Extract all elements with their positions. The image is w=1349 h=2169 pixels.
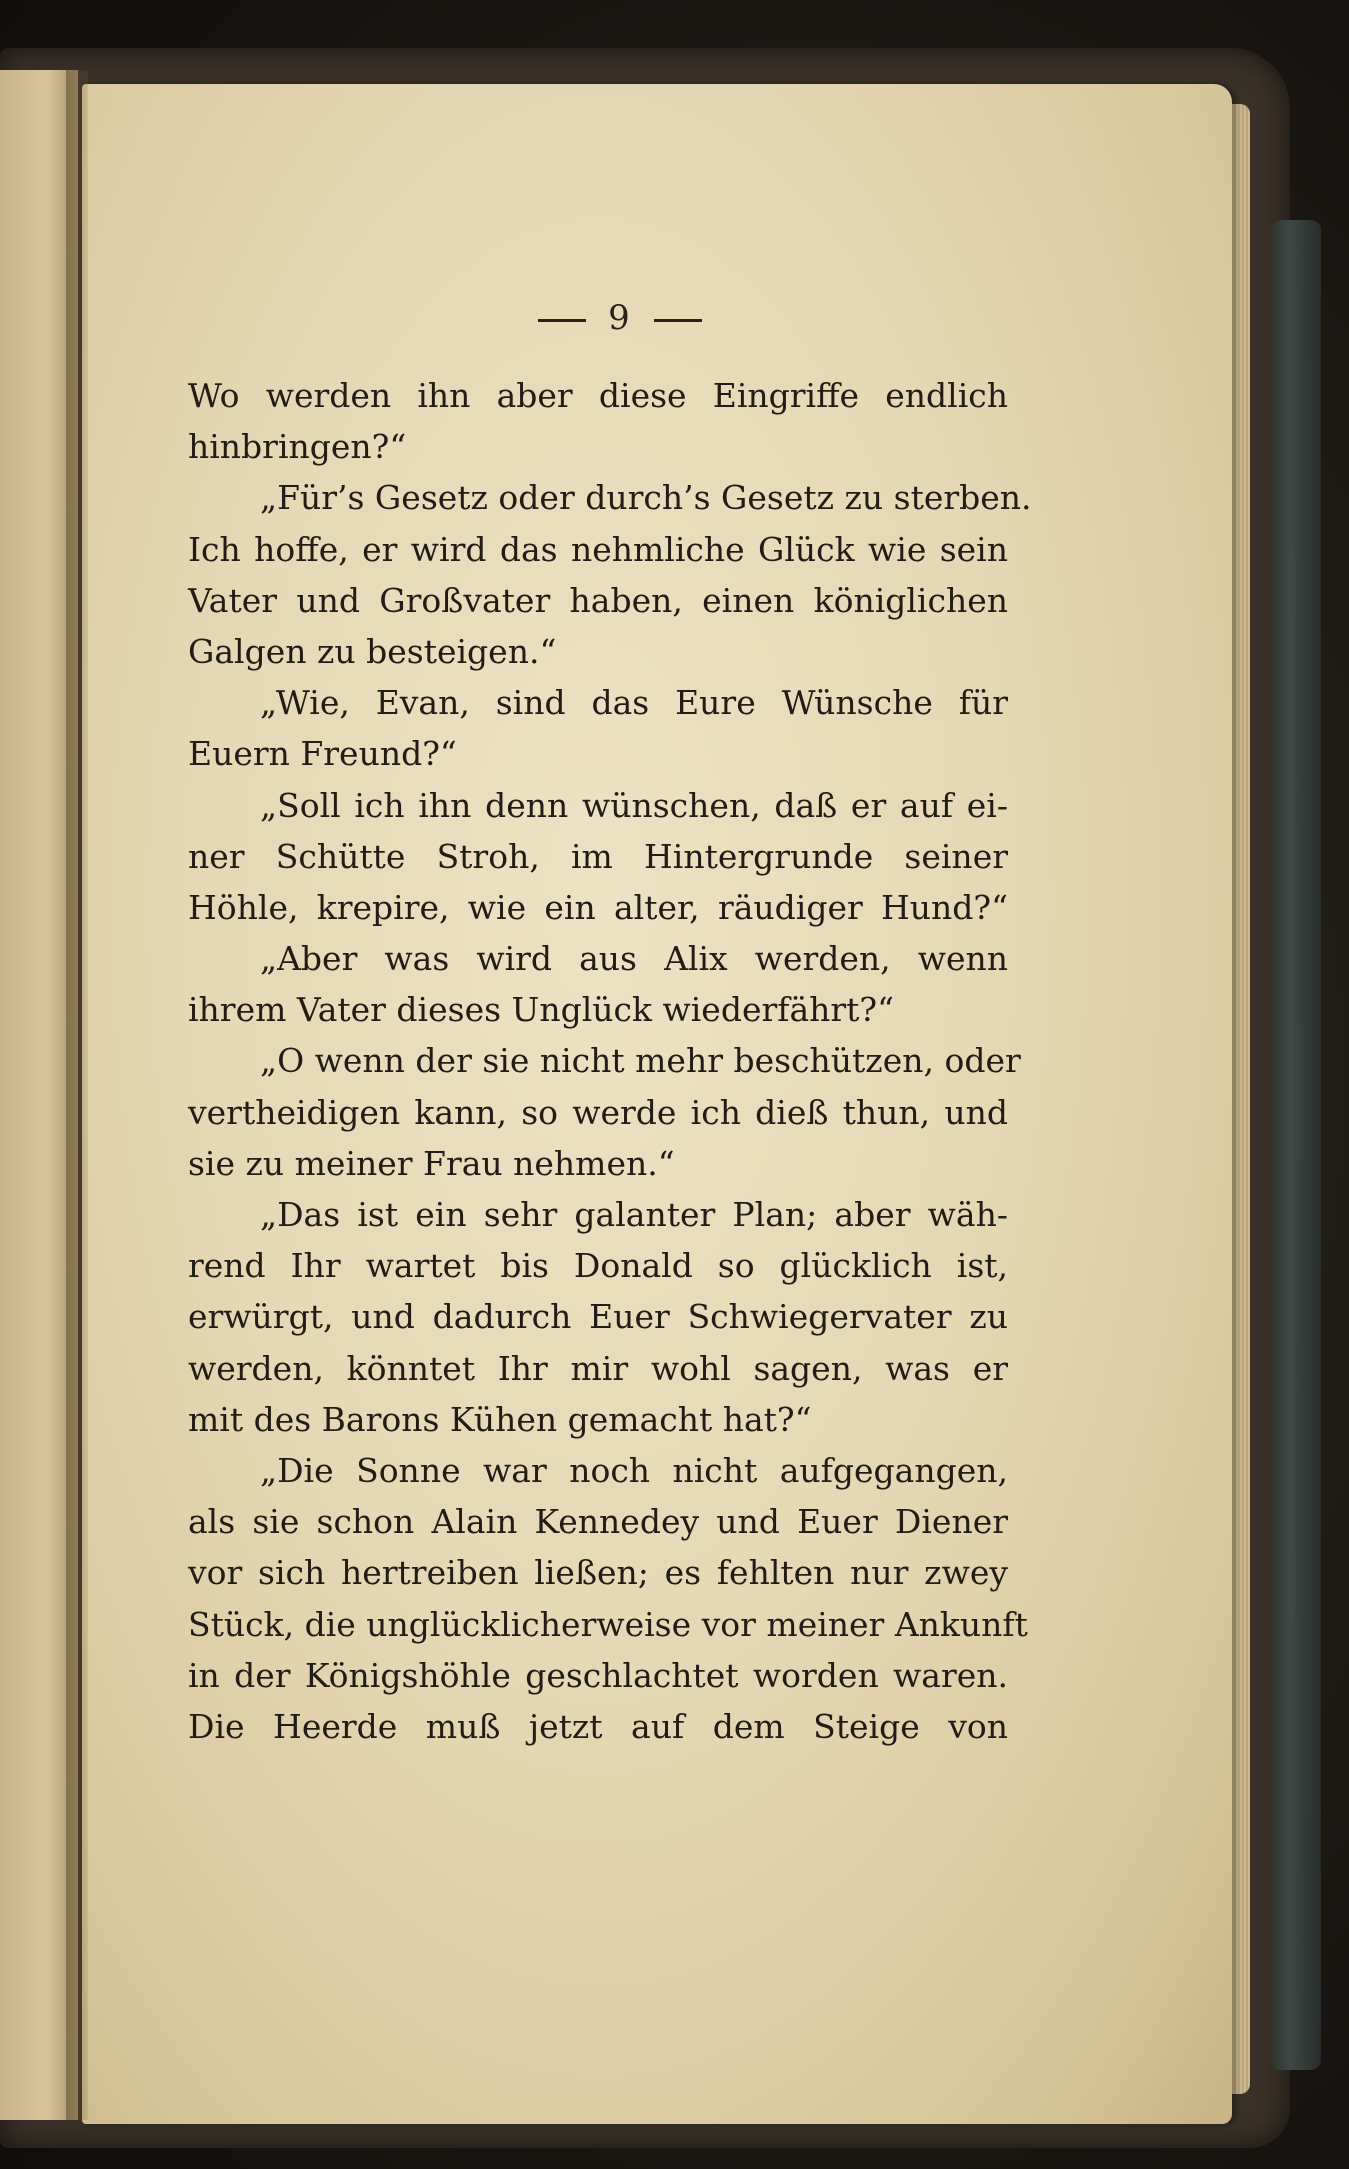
text-line: Euern Freund?“ bbox=[188, 734, 457, 774]
text-line: erwürgt, und dadurch Euer Schwiegervater zu bbox=[188, 1297, 1008, 1337]
text-line: rend Ihr wartet bis Donald so glücklich ist, bbox=[188, 1246, 1008, 1286]
text-line: mit des Barons Kühen gemacht hat?“ bbox=[188, 1399, 812, 1439]
text-line: werden, könntet Ihr mir wohl sagen, was er bbox=[188, 1348, 1008, 1388]
text-line: sie zu meiner Frau nehmen.“ bbox=[188, 1143, 675, 1183]
page-number-dash-right bbox=[654, 319, 702, 322]
text-line: ihrem Vater dieses Unglück wiederfährt?“ bbox=[188, 990, 894, 1030]
text-line: Ich hoffe, er wird das nehmliche Glück wie sein bbox=[188, 529, 1008, 569]
page-text bbox=[188, 370, 1032, 1752]
text-line: Die Heerde muß jetzt auf dem Steige von bbox=[188, 1706, 1008, 1746]
text-line: vor sich hertreiben ließen; es fehlten nur zwey bbox=[188, 1553, 1008, 1593]
text-line: vertheidigen kann, so werde ich dieß thun, und bbox=[188, 1092, 1008, 1132]
text-line: „Wie, Evan, sind das Eure Wünsche für bbox=[260, 683, 1008, 723]
text-line: Höhle, krepire, wie ein alter, räudiger Hund?“ bbox=[188, 887, 1008, 927]
page-number bbox=[420, 298, 820, 338]
text-line: ner Schütte Stroh, im Hintergrunde seiner bbox=[188, 836, 1008, 876]
cover-spine-edge bbox=[1271, 220, 1321, 2070]
text-line: „Für’s Gesetz oder durch’s Gesetz zu sterben. bbox=[260, 478, 1032, 518]
text-line: Stück, die unglücklicherweise vor meiner Ankunft bbox=[188, 1604, 1028, 1644]
text-line: als sie schon Alain Kennedey und Euer Diener bbox=[188, 1502, 1008, 1542]
text-line: in der Königshöhle geschlachtet worden waren. bbox=[188, 1655, 1008, 1695]
text-line: „Aber was wird aus Alix werden, wenn bbox=[260, 939, 1008, 979]
text-line: Galgen zu besteigen.“ bbox=[188, 631, 557, 671]
text-line: „Die Sonne war noch nicht aufgegangen, bbox=[260, 1450, 1008, 1490]
page-number-value: 9 bbox=[608, 298, 632, 338]
text-line: „O wenn der sie nicht mehr beschützen, oder bbox=[260, 1041, 1021, 1081]
text-line: „Soll ich ihn denn wünschen, daß er auf ei- bbox=[260, 785, 1008, 825]
text-line: „Das ist ein sehr galanter Plan; aber wäh- bbox=[260, 1195, 1008, 1234]
text-line: hinbringen?“ bbox=[188, 427, 407, 467]
text-line: Vater und Großvater haben, einen königlichen bbox=[188, 580, 1008, 620]
page-gutter bbox=[66, 70, 88, 2120]
text-line: Wo werden ihn aber diese Eingriffe endlich bbox=[188, 376, 1008, 415]
page-number-dash-left bbox=[538, 319, 586, 322]
